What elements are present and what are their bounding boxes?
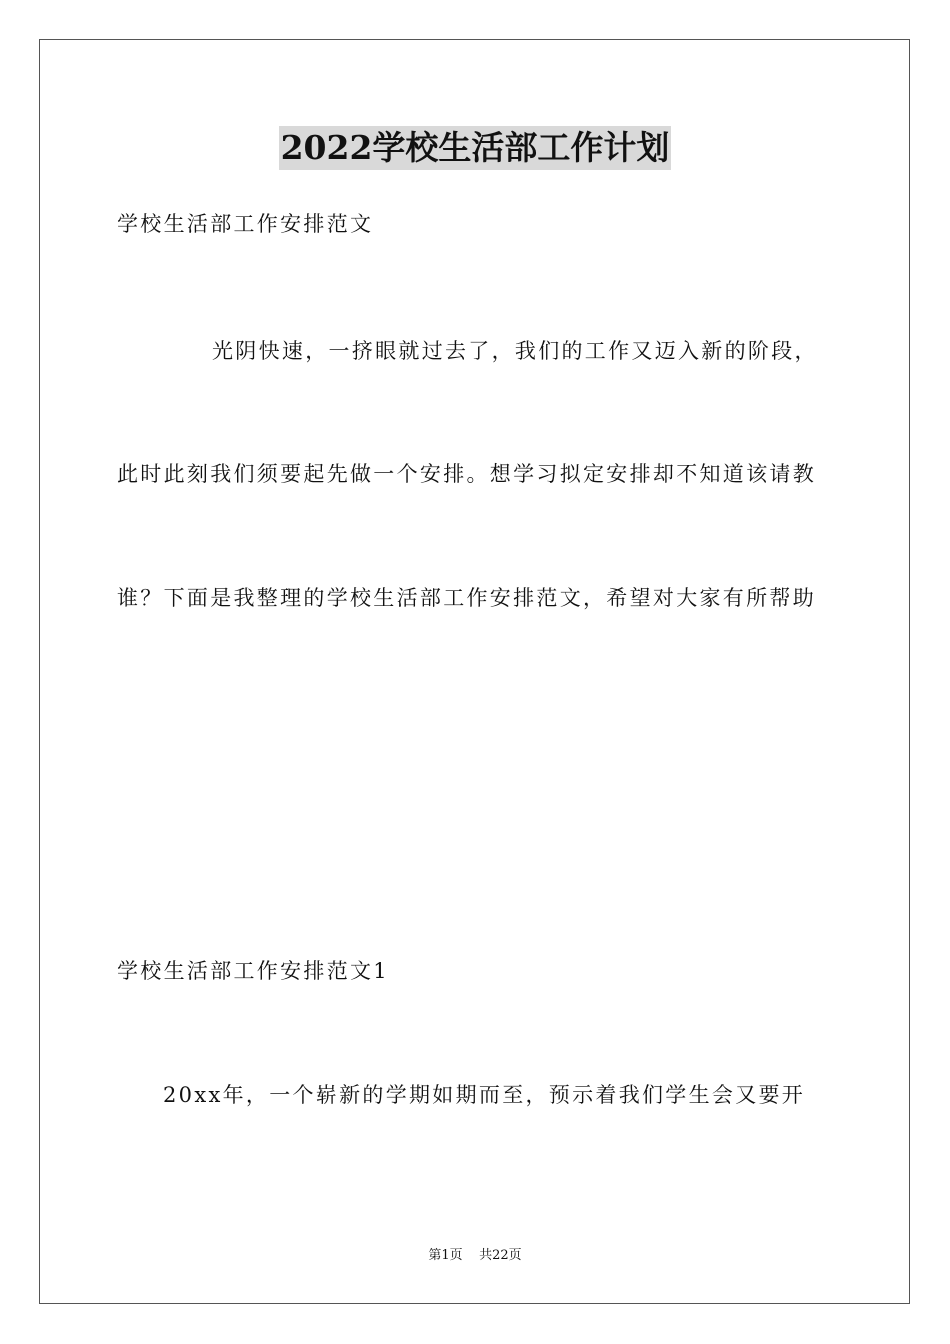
page-footer [0, 1247, 950, 1265]
page-number: 第1页 [428, 1248, 463, 1263]
page-total: 共22页 [479, 1248, 522, 1263]
paragraph-line-1: 光阴快速，一挤眼就过去了，我们的工作又迈入新的阶段， [212, 339, 818, 363]
document-title-block [0, 126, 950, 170]
section-paragraph-line-1: 20xx年，一个崭新的学期如期而至，预示着我们学生会又要开 [163, 1083, 806, 1107]
section-heading: 学校生活部工作安排范文1 [117, 959, 389, 983]
document-title: 2022学校生活部工作计划 [279, 126, 672, 170]
subtitle-line: 学校生活部工作安排范文 [117, 212, 374, 236]
paragraph-line-2: 此时此刻我们须要起先做一个安排。想学习拟定安排却不知道该请教 [117, 462, 816, 486]
paragraph-line-3: 谁？下面是我整理的学校生活部工作安排范文，希望对大家有所帮助 [117, 586, 816, 610]
